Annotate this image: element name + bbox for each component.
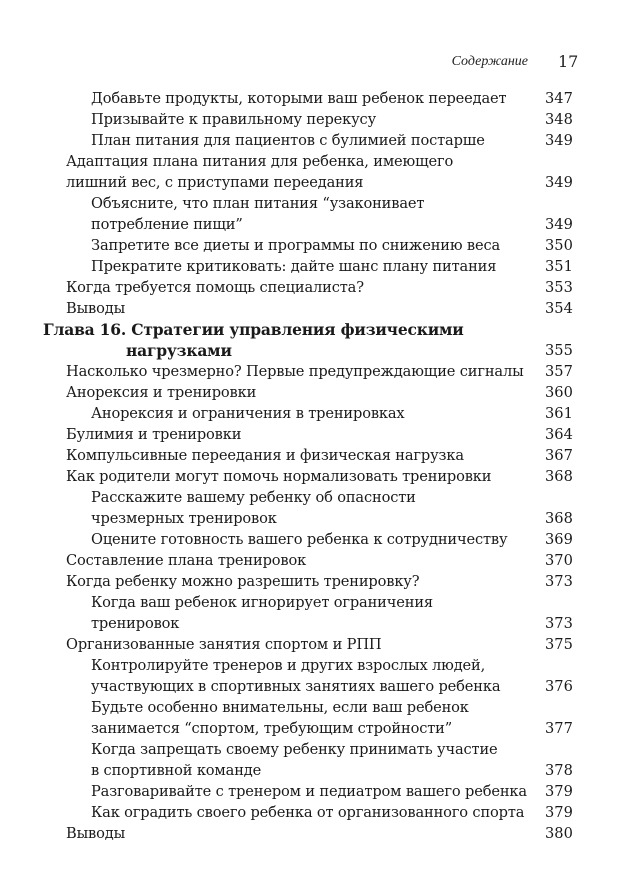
toc-line	[0, 592, 631, 613]
toc-line	[0, 802, 631, 823]
toc-line	[0, 109, 631, 130]
toc-page-number: 368	[545, 468, 573, 485]
toc-page-number: 375	[545, 636, 573, 653]
toc-page-number: 373	[545, 573, 573, 590]
toc-line	[0, 760, 631, 781]
toc-page-number: 368	[545, 510, 573, 527]
toc-page-number: 379	[545, 804, 573, 821]
toc-line	[0, 403, 631, 424]
toc-entry-title: Составление плана тренировок	[66, 552, 307, 569]
toc-entry	[0, 739, 631, 781]
toc-line	[0, 151, 631, 172]
toc-line	[0, 445, 631, 466]
toc-line	[0, 382, 631, 403]
toc-entry-title: Выводы	[66, 825, 126, 842]
toc-entry-title: Прекратите критиковать: дайте шанс плану питания	[91, 258, 497, 275]
toc-entry	[0, 487, 631, 529]
toc-entry-title: Оцените готовность вашего ребенка к сотрудничеству	[91, 531, 508, 548]
toc-page-number: 373	[545, 615, 573, 632]
toc-entry-title: Анорексия и тренировки	[66, 384, 257, 401]
toc-chapter	[0, 319, 631, 361]
toc-entry-title: Запретите все диеты и программы по снижению веса	[91, 237, 501, 254]
toc-line	[0, 235, 631, 256]
toc-page-number: 355	[545, 342, 573, 359]
toc-page-number: 349	[545, 216, 573, 233]
toc-page-number: 361	[545, 405, 573, 422]
toc-entry	[0, 256, 631, 277]
toc-entry	[0, 634, 631, 655]
toc-line	[0, 655, 631, 676]
toc-line	[0, 634, 631, 655]
toc-line	[0, 676, 631, 697]
toc-entry	[0, 571, 631, 592]
toc-line	[0, 88, 631, 109]
toc-entry-title: Когда запрещать своему ребенку принимать участие	[91, 741, 498, 758]
toc-entry	[0, 403, 631, 424]
toc-line	[0, 781, 631, 802]
toc-entry-title: лишний вес, с приступами переедания	[66, 174, 364, 191]
toc-entry-title: Расскажите вашему ребенку об опасности	[91, 489, 416, 506]
toc-entry-title: Добавьте продукты, которыми ваш ребенок переедает	[91, 90, 507, 107]
toc-entry	[0, 298, 631, 319]
toc-entry	[0, 592, 631, 634]
toc-page-number: 364	[545, 426, 573, 443]
toc-entry-title: Будьте особенно внимательны, если ваш ребенок	[91, 699, 469, 716]
toc-page-number: 367	[545, 447, 573, 464]
toc-page-number: 377	[545, 720, 573, 737]
toc-page-number: 347	[545, 90, 573, 107]
toc-entry-title: План питания для пациентов с булимией постарше	[91, 132, 485, 149]
toc-page-number: 370	[545, 552, 573, 569]
toc-line	[0, 550, 631, 571]
toc-entry	[0, 823, 631, 844]
toc-entry	[0, 193, 631, 235]
running-title: Содержание	[451, 54, 528, 69]
toc-entry-title: Глава 16. Стратегии управления физическими	[43, 320, 464, 339]
toc-entry-title: Контролируйте тренеров и других взрослых людей,	[91, 657, 486, 674]
toc-entry	[0, 697, 631, 739]
toc-page-number: 369	[545, 531, 573, 548]
toc-page-number: 380	[545, 825, 573, 842]
toc-entry	[0, 382, 631, 403]
toc-entry	[0, 445, 631, 466]
toc-page-number: 360	[545, 384, 573, 401]
toc-page-number: 353	[545, 279, 573, 296]
toc-entry-title: участвующих в спортивных занятиях вашего ребенка	[91, 678, 501, 695]
toc-entry	[0, 424, 631, 445]
toc-entry-title: Когда требуется помощь специалиста?	[66, 279, 364, 296]
toc-page-number: 357	[545, 363, 573, 380]
toc-entry	[0, 235, 631, 256]
toc-entry-title: Объясните, что план питания “узаконивает	[91, 195, 425, 212]
toc-entry-title: Насколько чрезмерно? Первые предупреждающие сигналы	[66, 363, 524, 380]
toc-entry-title: занимается “спортом, требующим стройности”	[91, 720, 453, 737]
toc-line	[0, 697, 631, 718]
toc-line	[0, 340, 631, 361]
toc-entry	[0, 466, 631, 487]
toc-line	[0, 277, 631, 298]
toc-line	[0, 508, 631, 529]
toc-page-number: 376	[545, 678, 573, 695]
toc-entry	[0, 655, 631, 697]
toc-entry	[0, 361, 631, 382]
toc-line	[0, 214, 631, 235]
toc-entry-title: Выводы	[66, 300, 126, 317]
toc-line	[0, 298, 631, 319]
toc-line	[0, 424, 631, 445]
toc-entry-title: Анорексия и ограничения в тренировках	[91, 405, 405, 422]
toc-page-number: 351	[545, 258, 573, 275]
toc-line	[0, 529, 631, 550]
toc-entry	[0, 130, 631, 151]
toc-entry-title: Когда ребенку можно разрешить тренировку?	[66, 573, 420, 590]
toc-entry	[0, 109, 631, 130]
toc-entry	[0, 802, 631, 823]
toc-entry-title: Адаптация плана питания для ребенка, имеющего	[66, 153, 454, 170]
toc-page-number: 378	[545, 762, 573, 779]
toc-line	[0, 172, 631, 193]
toc-entry	[0, 88, 631, 109]
toc-line	[0, 571, 631, 592]
toc-entry	[0, 550, 631, 571]
table-of-contents	[0, 88, 631, 844]
toc-entry-title: нагрузками	[126, 341, 232, 360]
toc-page-number: 349	[545, 174, 573, 191]
toc-entry	[0, 277, 631, 298]
page-header	[0, 51, 631, 75]
toc-entry-title: Как оградить своего ребенка от организованного спорта	[91, 804, 525, 821]
toc-line	[0, 739, 631, 760]
toc-entry-title: Призывайте к правильному перекусу	[91, 111, 377, 128]
toc-entry-title: потребление пищи”	[91, 216, 243, 233]
toc-entry-title: Компульсивные переедания и физическая нагрузка	[66, 447, 464, 464]
toc-page-number: 354	[545, 300, 573, 317]
toc-line	[0, 319, 631, 340]
toc-line	[0, 130, 631, 151]
page-number: 17	[558, 52, 579, 71]
toc-line	[0, 718, 631, 739]
toc-entry-title: Когда ваш ребенок игнорирует ограничения	[91, 594, 433, 611]
toc-page-number: 349	[545, 132, 573, 149]
toc-entry-title: тренировок	[91, 615, 180, 632]
toc-entry	[0, 781, 631, 802]
toc-line	[0, 613, 631, 634]
toc-entry-title: Организованные занятия спортом и РПП	[66, 636, 382, 653]
toc-page-number: 379	[545, 783, 573, 800]
toc-entry	[0, 151, 631, 193]
toc-line	[0, 487, 631, 508]
toc-entry-title: в спортивной команде	[91, 762, 262, 779]
toc-entry	[0, 529, 631, 550]
toc-page-number: 348	[545, 111, 573, 128]
toc-line	[0, 361, 631, 382]
toc-line	[0, 193, 631, 214]
toc-entry-title: Как родители могут помочь нормализовать тренировки	[66, 468, 492, 485]
toc-entry-title: чрезмерных тренировок	[91, 510, 277, 527]
toc-page-number: 350	[545, 237, 573, 254]
toc-line	[0, 466, 631, 487]
toc-entry-title: Булимия и тренировки	[66, 426, 242, 443]
toc-line	[0, 823, 631, 844]
toc-entry-title: Разговаривайте с тренером и педиатром вашего ребенка	[91, 783, 527, 800]
toc-line	[0, 256, 631, 277]
